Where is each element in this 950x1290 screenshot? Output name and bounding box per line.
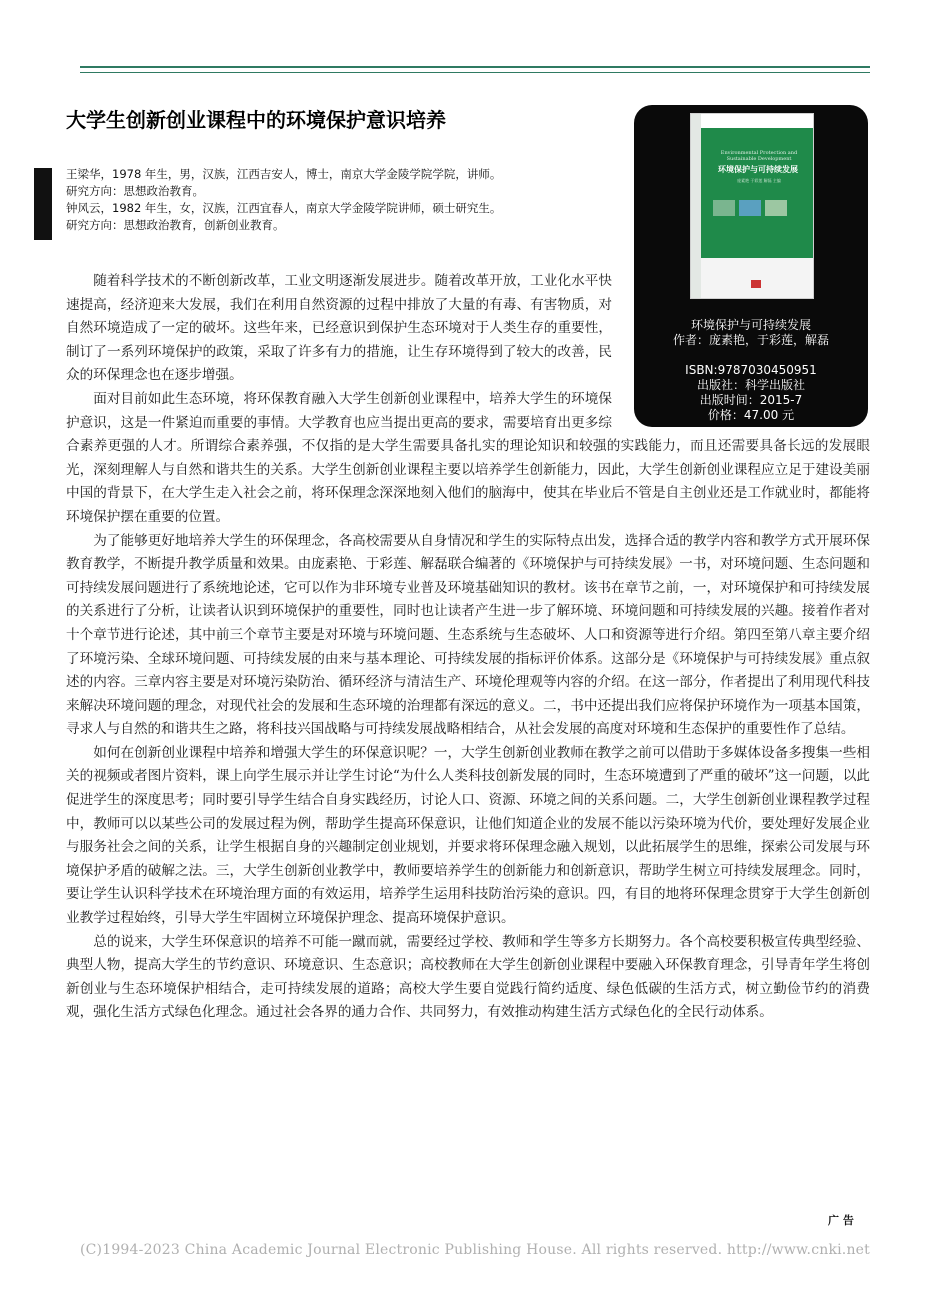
header-rule-thick [80,66,870,68]
cover-title-en: Environmental Protection and Sustainable Development [720,150,798,162]
paragraph: 如何在创新创业课程中培养和增强大学生的环保意识呢？一，大学生创新创业教师在教学之前可以借助于多媒体设备多搜集一些相关的视频或者图片资料，课上向学生展示并让学生讨论“为什么人类科技创新发展的同时，生态环境遭到了严重的破坏”这一问题，以此促进学生的深度思考；同时要引导学生结合自身实践经历，讨论人口、资源、环境之间的关系问题。二，大学生创新创业课程教学过程中，教师可以以某些公司的发展过程为例，帮助学生提高环保意识，让他们知道企业的发展不能以污染环境为代价，要处理好发展企业与服务社会之间的关系，让学生根据自身的兴趣制定创业规划，并要求将环保理念融入规划，以此拓展学生的思维，探索公司发展与环境保护矛盾的破解之法。三，大学生创新创业教学中，教师要培养学生的创新能力和创新意识，帮助学生树立可持续发展理念。同时，要让学生认识科学技术在环境治理方面的有效运用，培养学生运用科技防治污染的意识。四，有目的地将环保理念贯穿于大学生创新创业教学过程始终，引导大学生牢固树立环境保护理念、提高环境保护意识。 [66,744,870,927]
book-publisher: 出版社：科学出版社 [696,378,805,392]
book-panel-spacer [612,270,870,430]
book-author: 作者：庞素艳，于彩莲，解磊 [672,333,829,347]
author-marker-bar [34,168,52,240]
advertisement-label: 广 告 [828,1214,854,1227]
cover-photo [713,200,735,216]
author-line: 王梁华，1978 年生，男，汉族，江西吉安人，博士，南京大学金陵学院学院，讲师。 [66,167,502,181]
book-pub-date: 出版时间：2015-7 [699,393,803,407]
author-line: 研究方向：思想政治教育。 [66,184,204,198]
cover-green-band [701,128,813,258]
header-rule-thin [80,72,870,73]
author-info [66,166,626,234]
cover-title-zh: 环境保护与可持续发展 [718,164,798,174]
cover-photo [739,200,761,216]
author-line: 研究方向：思想政治教育，创新创业教育。 [66,218,285,232]
author-line: 钟风云，1982 年生，女，汉族，江西宜春人，南京大学金陵学院讲师，硕士研究生。 [66,201,502,215]
article-title: 大学生创新创业课程中的环境保护意识培养 [66,108,446,132]
paragraph: 随着科学技术的不断创新改革，工业文明逐渐发展进步。随着改革开放，工业化水平快速提高，经济迎来大发展，我们在利用自然资源的过程中排放了大量的有毒、有害物质，对自然环境造成了一定的破坏。这些年来，已经意识到保护生态环境对于人类生存的重要性，制订了一系列环境保护的政策，采取了许多有力的措施，让生存环境得到了较大的改善，民众的环保理念也在逐步增强。 [66,273,612,384]
paragraph: 为了能够更好地培养大学生的环保理念，各高校需要从自身情况和学生的实际特点出发，选择合适的教学内容和教学方式开展环保教育教学，不断提升教学质量和效果。由庞素艳、于彩莲、解磊联合编著的《环境保护与可持续发展》一书，对环境问题、生态问题和可持续发展问题进行了系统地论述，它可以作为非环境专业普及环境基础知识的教材。该书在章节之前，一，对环境保护和可持续发展的关系进行了分析，让读者认识到环境保护的重要性，同时也让读者产生进一步了解环境、环境问题和可持续发展的兴趣。接着作者对十个章节进行论述，其中前三个章节主要是对环境与环境问题、生态系统与生态破坏、人口和资源等进行介绍。第四至第八章主要介绍了环境污染、全球环境问题、可持续发展的由来与基本理论、可持续发展的指标评价体系。这部分是《环境保护与可持续发展》重点叙述的内容。三章内容主要是对环境污染防治、循环经济与清洁生产、环境伦理观等内容的介绍。在这一部分，作者提出了利用现代科技来解决环境问题的理念，对现代社会的发展和生态环境的治理都有深远的意义。二，书中还提出我们应将保护环境作为一项基本国策，寻求人与自然的和谐共生之路，将科技兴国战略与可持续发展战略相结合，从社会发展的高度对环境和生态保护的重要性作了总结。 [66,532,870,738]
cover-photo [765,200,787,216]
copyright-footer: (C)1994-2023 China Academic Journal Electronic Publishing House. All rights reserved. http://www.cnki.net [79,1242,870,1258]
book-isbn: ISBN:9787030450951 [685,363,817,377]
paragraph: 面对目前如此生态环境，将环保教育融入大学生创新创业课程中，培养大学生的环境保护意识，这是一件紧迫而重要的事情。大学教育也应当提出更高的要求，需要培育出更多综合素养更强的人才。所谓综合素养强，不仅指的是大学生需要具备扎实的理论知识和较强的实践能力，而且还需要具备长远的发展眼光，深刻理解人与自然和谐共生的关系。大学生创新创业课程主要以培养学生创新能力，因此，大学生创新创业课程应立足于建设美丽中国的背景下，在大学生走入社会之前，将环保理念深深地刻入他们的脑海中，使其在毕业后不管是自主创业还是工作就业时，都能将环境保护摆在重要的位置。 [66,390,870,525]
paragraph: 总的说来，大学生环保意识的培养不可能一蹴而就，需要经过学校、教师和学生等多方长期努力。各个高校要积极宣传典型经验、典型人物，提高大学生的节约意识、环境意识、生态意识；高校教师在大学生创新创业课程中要融入环保教育理念，引导青年学生将创新创业与生态环境保护相结合，走可持续发展的道路；高校大学生要自觉践行简约适度、绿色低碳的生活方式，树立勤俭节约的消费观，强化生活方式绿色化理念。通过社会各界的通力合作、共同努力，有效推动构建生活方式绿色化的全民行动体系。 [66,933,870,1021]
article-body [66,270,870,1025]
cover-authors: 庞素艳 于彩莲 解磊 主编 [737,178,781,183]
book-price: 价格：47.00 元 [707,408,795,422]
book-title: 环境保护与可持续发展 [690,318,811,332]
